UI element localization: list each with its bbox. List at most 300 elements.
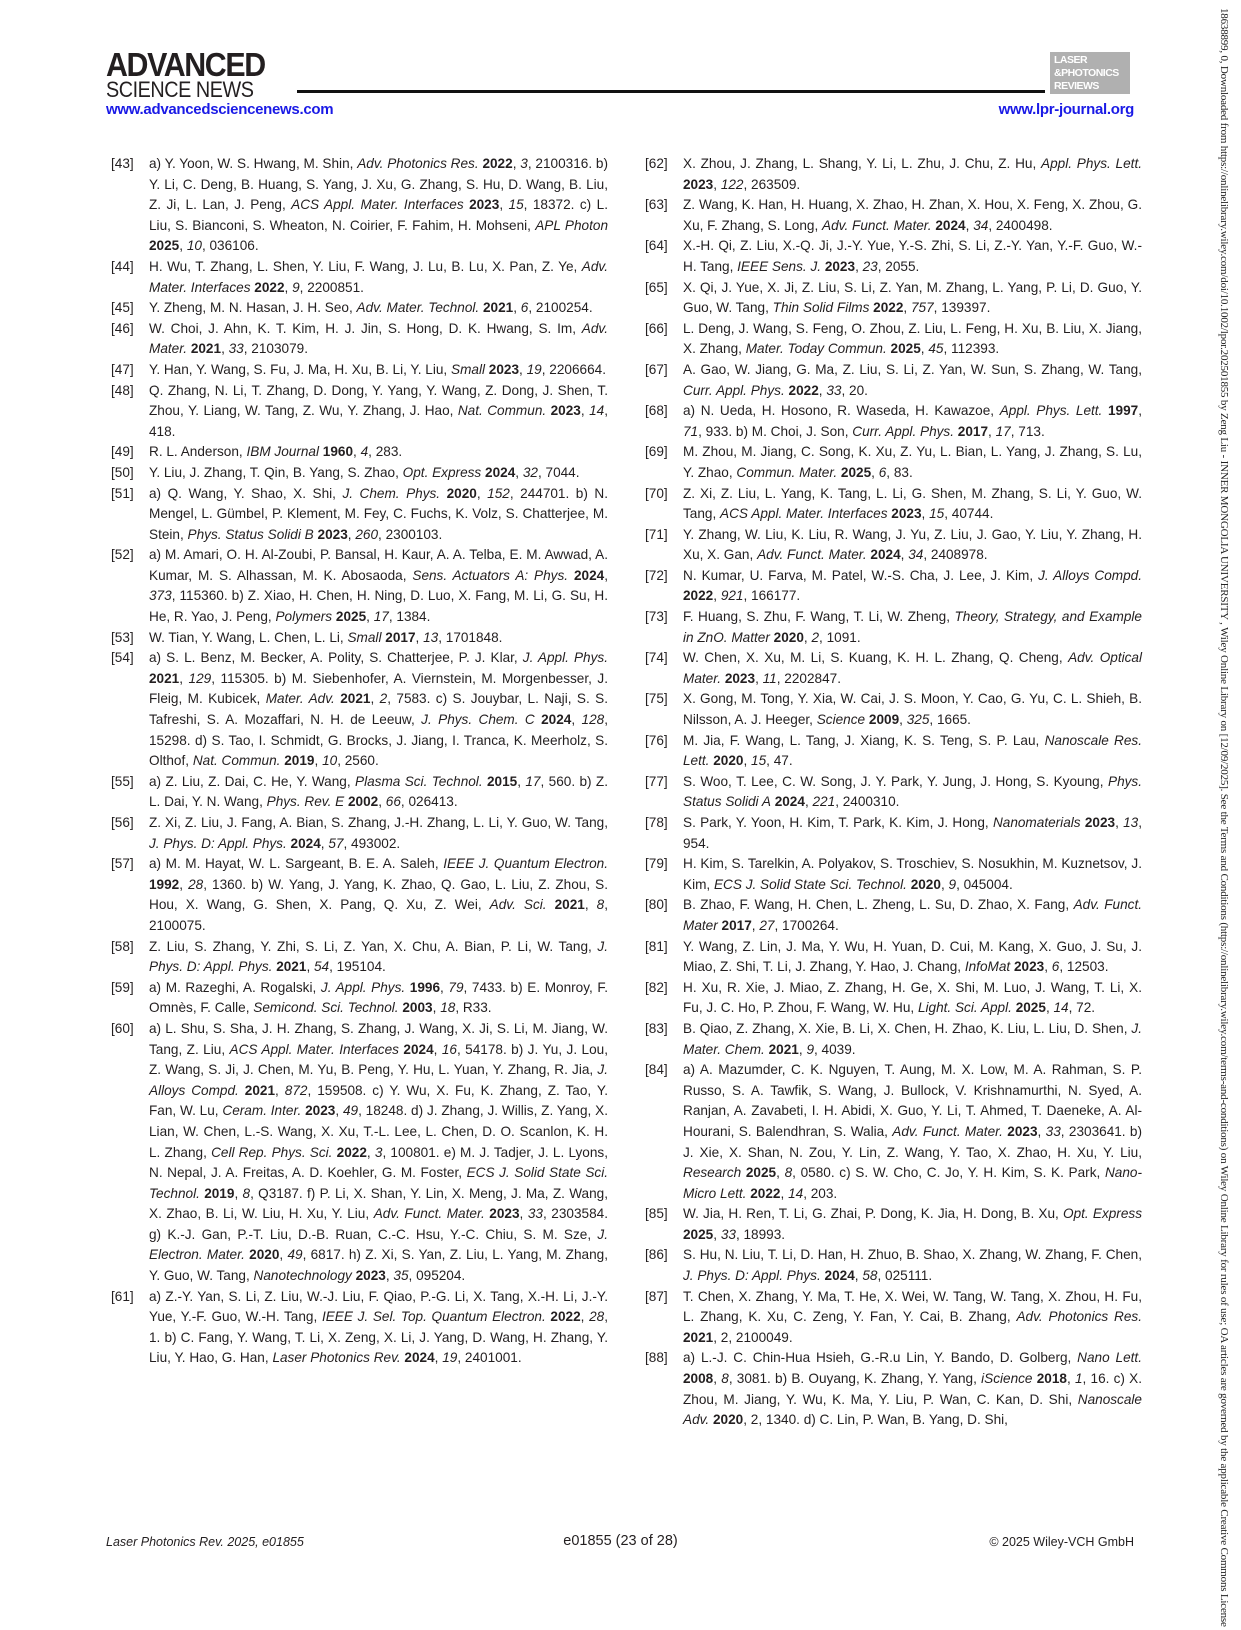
reference-segment: , 1. b) C. Fang, Y. Wang, T. Li, X. Zeng, X. Li, J. Yang, D. Wang, H. Zhang, Y. Liu, Y. Hao, G. Han, [149, 1309, 609, 1366]
reference-item [645, 1245, 1142, 1286]
reference-number: [70] [645, 485, 668, 501]
journal-title: APL Photon [535, 217, 609, 233]
journal-title: Theory, Strategy, and Example in ZnO. Matter [683, 609, 1142, 645]
journal-title: J. Appl. Phys. [320, 979, 406, 995]
journal-title: 15 [929, 506, 945, 522]
reference-number: [75] [645, 691, 668, 707]
journal-title: 2 [811, 629, 820, 645]
journal-title: 45 [928, 341, 944, 357]
publication-year: 2022 [550, 1309, 581, 1325]
reference-segment: , 2200851. [299, 279, 364, 295]
journal-title: 14 [788, 1185, 804, 1201]
reference-segment: , [1138, 403, 1142, 419]
reference-segment: , [517, 773, 526, 789]
reference-number: [50] [111, 464, 134, 480]
journal-title: Adv. Funct. Mater [683, 897, 1143, 933]
publication-year: 2025 [149, 238, 180, 254]
advanced-science-news-link[interactable]: www.advancedsciencenews.com [106, 101, 334, 118]
reference-segment: , 1360. b) W. Yang, J. Yang, K. Zhao, Q. Gao, L. Liu, Z. Zhou, S. Hou, X. Wang, G. Shen, X. Pang, Q. Xu, Z. Wei, [149, 876, 608, 913]
reference-segment: , [347, 526, 356, 542]
publication-year: 2024 [541, 712, 572, 728]
reference-segment: , [476, 485, 488, 501]
reference-text [149, 648, 608, 772]
reference-item [645, 854, 1142, 895]
publication-year: 2021 [768, 1041, 799, 1057]
publication-year: 2025 [890, 341, 921, 357]
reference-segment: M. Zhou, M. Jiang, C. Song, K. Xu, Z. Yu, L. Bian, L. Yang, J. Zhang, S. Lu, Y. Zhao, [683, 444, 1142, 480]
reference-text [683, 484, 1142, 525]
journal-title: 15 [508, 197, 524, 213]
reference-segment: Z. Xi, Z. Liu, J. Fang, A. Bian, S. Zhang, J.-H. Zhang, L. Li, Y. Guo, W. Tang, [149, 815, 608, 830]
reference-segment: , [179, 876, 189, 892]
reference-item [111, 978, 608, 1019]
reference-text [683, 1348, 1142, 1430]
reference-item [111, 648, 608, 772]
publication-year: 2002 [347, 794, 379, 810]
reference-segment: a) A. Mazumder, C. K. Nguyen, T. Aung, M. X. Low, M. A. Rahman, S. P. Russo, S. A. Tawfik, S. Wang, J. Bullock, V. Krishnamurthi, N. Syed, A. Ranjan, A. Zavabeti, I. H. Abidi, X. Guo, Y. Li, T. Ahmed, T. Daeneke, A. Al-Hourani, S. Balendhran, S. Walia, [683, 1062, 1142, 1139]
journal-title: 49 [287, 1247, 303, 1263]
reference-segment: , [320, 835, 329, 851]
journal-title: 3 [374, 1144, 383, 1160]
journal-title: 8 [596, 897, 605, 913]
reference-text [149, 854, 608, 936]
reference-number: [68] [645, 403, 668, 419]
lpr-journal-link[interactable]: www.lpr-journal.org [998, 101, 1134, 118]
journal-title: 2 [379, 691, 388, 707]
reference-segment: X. Zhou, J. Zhang, L. Shang, Y. Li, L. Zhu, J. Chu, Z. Hu, [683, 156, 1042, 171]
reference-text [149, 442, 608, 463]
reference-item [111, 298, 608, 319]
publication-year: 2009 [868, 712, 900, 728]
reference-segment: , [899, 712, 907, 728]
reference-segment: , [284, 279, 293, 295]
reference-text [149, 628, 608, 649]
publication-year: 2024 [485, 464, 516, 480]
reference-item [111, 484, 608, 546]
reference-segment: a) M. Amari, O. H. Al-Zoubi, P. Bansal, H. Kaur, A. A. Telba, E. M. Awwad, A. Kumar, M. S. Alhassan, M. K. Abosaoda, [149, 547, 608, 583]
journal-title: Adv. Mater. Interfaces [149, 258, 608, 295]
reference-text [683, 772, 1142, 813]
journal-title: 27 [759, 917, 775, 933]
reference-segment: , [1044, 959, 1052, 975]
reference-item [645, 731, 1142, 772]
journal-title: ACS Appl. Mater. Interfaces [229, 1041, 399, 1057]
journal-title: IBM Journal [246, 444, 320, 460]
reference-item [645, 566, 1142, 607]
reference-segment [547, 897, 555, 912]
publication-year: 2021 [149, 670, 180, 686]
reference-number: [43] [111, 156, 134, 171]
reference-segment: , 263509. [743, 176, 801, 192]
reference-item [645, 360, 1142, 401]
publication-year: 2023 [469, 197, 500, 213]
reference-segment: , [370, 691, 380, 707]
reference-segment: S. Hu, N. Liu, T. Li, D. Han, H. Zhuo, B. Shao, X. Zhang, W. Zhang, F. Chen, [683, 1247, 1142, 1263]
reference-text [683, 937, 1142, 978]
journal-title: Adv. Funct. Mater. [373, 1206, 485, 1222]
journal-title: 8 [721, 1371, 729, 1387]
reference-item [645, 278, 1142, 319]
reference-segment: , [903, 300, 911, 316]
journal-title: Adv. Mater. [149, 320, 608, 357]
publication-year: 2024 [290, 835, 321, 851]
reference-text [683, 566, 1142, 607]
publication-year: 2020 [712, 1412, 744, 1428]
reference-number: [78] [645, 815, 668, 830]
journal-title: ACS Appl. Mater. Interfaces [720, 506, 888, 522]
journal-title: Light. Sci. Appl. [917, 1000, 1012, 1016]
journal-title: 54 [314, 959, 330, 975]
reference-segment: a) Q. Wang, Y. Shao, X. Shi, [149, 485, 343, 501]
publication-year: 2025 [335, 609, 367, 625]
reference-segment: , R33. [455, 1000, 492, 1016]
reference-number: [87] [645, 1288, 668, 1304]
journal-title: 11 [762, 670, 777, 686]
reference-item [111, 772, 608, 813]
reference-segment: a) Z. Liu, Z. Dai, C. He, Y. Wang, [149, 773, 355, 789]
reference-segment: , 2400498. [988, 217, 1053, 233]
journal-title: Adv. Funct. Mater. [892, 1123, 1003, 1139]
reference-segment: , 2202847. [776, 670, 842, 686]
reference-segment: , 1700264. [774, 917, 839, 933]
publication-year: 2025 [683, 1226, 714, 1242]
journal-title: Science [816, 712, 866, 728]
publication-year: 2020 [249, 1247, 280, 1263]
reference-text [683, 731, 1142, 772]
journal-title: ACS Appl. Mater. Interfaces [291, 197, 464, 213]
reference-text [683, 813, 1142, 854]
journal-title: Nanoscale Res. Lett. [683, 732, 1142, 769]
reference-text [149, 484, 608, 546]
reference-segment: , 2100316. b) Y. Li, C. Deng, B. Huang, S. Yang, J. Xu, G. Zhang, S. Hu, D. Wang, B. Liu, Z. Ji, L. Lan, J. Peng, [149, 156, 608, 213]
reference-segment: , 100801. e) M. J. Tadjer, J. L. Lyons, N. Nepal, J. A. Freitas, A. D. Koehler, G. M. Foster, [149, 1144, 608, 1181]
reference-segment: , [755, 670, 763, 686]
reference-segment: , [580, 1309, 590, 1325]
journal-title: 8 [242, 1185, 251, 1201]
reference-item [111, 154, 608, 257]
reference-text [683, 689, 1142, 730]
reference-segment: , [1066, 1371, 1075, 1387]
reference-number: [65] [645, 279, 668, 295]
journal-title: J. Alloys Compd. [149, 1062, 608, 1098]
journal-title: 6 [520, 300, 529, 316]
reference-text [683, 648, 1142, 689]
publication-year: 2023 [683, 176, 714, 192]
journal-title: 17 [525, 773, 541, 789]
reference-segment: , [513, 300, 521, 316]
reference-segment: X. Gong, M. Tong, Y. Xia, W. Cai, J. S. Moon, Y. Cao, G. Yu, C. L. Shieh, B. Nilsson, A. J. Heeger, [683, 691, 1142, 728]
reference-text [683, 154, 1142, 195]
journal-title: Plasma Sci. Technol. [355, 773, 483, 789]
reference-item [645, 442, 1142, 483]
journal-title: 34 [973, 217, 989, 233]
reference-segment: , 1384. [388, 609, 431, 625]
footer-page-number: e01855 (23 of 28) [563, 1533, 678, 1549]
reference-segment: , 2303584. g) K.-J. Gan, P.-T. Liu, D.-B. Ruan, C.-C. Hsu, Y.-C. Chiu, S. M. Sze, [149, 1206, 608, 1242]
publication-year: 2023 [550, 403, 581, 419]
reference-segment: , [314, 753, 323, 769]
journal-title: 79 [448, 979, 464, 995]
journal-title: 15 [751, 753, 767, 769]
reference-segment: a) L. Shu, S. Sha, J. H. Zhang, S. Zhang, J. Wang, X. Ji, S. Li, M. Jiang, W. Tang, Z. Liu, [149, 1020, 608, 1057]
journal-title: Adv. Sci. [489, 897, 547, 913]
reference-item [111, 257, 608, 298]
reference-item [645, 319, 1142, 360]
journal-title: 33 [720, 1226, 736, 1242]
reference-segment: a) Z.-Y. Yan, S. Li, Z. Liu, W.-J. Liu, F. Qiao, P.-G. Li, X. Tang, X.-H. Li, J.-Y. Yue, Y.-F. Guo, W.-H. Tang, [149, 1288, 608, 1325]
reference-segment: , [366, 609, 374, 625]
journal-title: Adv. Optical Mater. [683, 650, 1143, 686]
publication-year: 2021 [482, 300, 514, 316]
reference-segment: Y. Zheng, M. N. Hasan, J. H. Seo, [149, 300, 357, 316]
reference-text [149, 463, 608, 484]
reference-segment: , [275, 1082, 285, 1098]
reference-segment: a) Y. Yoon, W. S. Hwang, M. Shin, [149, 156, 358, 171]
journal-title: 872 [284, 1082, 308, 1098]
journal-title: 13 [1123, 815, 1139, 830]
reference-segment: , 195104. [329, 959, 386, 975]
journal-title: Nano-Micro Lett. [683, 1165, 1142, 1201]
journal-title: J. Phys. D: Appl. Phys. [149, 938, 608, 975]
publication-year: 2022 [683, 588, 714, 604]
reference-segment: , [353, 444, 361, 460]
reference-number: [59] [111, 979, 134, 995]
reference-segment: , [179, 238, 187, 254]
reference-segment: , [751, 917, 760, 933]
publication-year: 2023 [1007, 1123, 1038, 1139]
journal-title: 221 [812, 794, 836, 810]
journal-title: Nat. Commun. [457, 403, 547, 419]
journal-logo-line: &PHOTONICS [1054, 67, 1119, 79]
journal-title: 9 [292, 279, 300, 295]
reference-segment: , 83. [886, 464, 913, 480]
journal-title: iScience [981, 1371, 1033, 1387]
journal-title: Adv. Funct. Mater. [822, 217, 932, 233]
publication-year: 2023 [317, 526, 348, 542]
publication-year: 2017 [957, 423, 989, 439]
reference-segment: , 115305. b) M. Siebenhofer, A. Viernstein, M. Morgenbesser, J. Fleig, M. Kubicek, [149, 670, 608, 707]
reference-number: [61] [111, 1288, 134, 1304]
reference-number: [77] [645, 773, 668, 789]
reference-segment: F. Huang, S. Zhu, F. Wang, T. Li, W. Zheng, [683, 609, 955, 625]
reference-segment: Y. Han, Y. Wang, S. Fu, J. Ma, H. Xu, B. Li, Y. Liu, [149, 361, 451, 377]
reference-number: [63] [645, 197, 668, 213]
reference-segment: , 2100075. [149, 897, 608, 933]
journal-title: 35 [393, 1268, 409, 1284]
reference-segment: , [515, 464, 523, 480]
reference-item [111, 381, 608, 443]
reference-segment: Y. Liu, J. Zhang, T. Qin, B. Yang, S. Zhao, [149, 464, 403, 480]
journal-title: Adv. Photonics Res. [357, 156, 479, 171]
reference-segment: , 16. c) X. Zhou, M. Jiang, Y. Wu, K. Ma, Y. Liu, P. Wan, C. Kan, D. Shi, [683, 1371, 1143, 1407]
journal-title: 122 [720, 176, 744, 192]
journal-title: Adv. Photonics Res. [1016, 1309, 1142, 1325]
reference-number: [52] [111, 547, 134, 563]
reference-segment: , [940, 876, 949, 892]
reference-number: [66] [645, 320, 668, 336]
journal-title: Nanotechnology [253, 1268, 352, 1284]
reference-segment: , 18372. c) L. Liu, S. Bianconi, S. Wheaton, N. Coirier, F. Fahim, H. Mohseni, [149, 197, 608, 233]
journal-title: 128 [581, 712, 605, 728]
journal-title: ECS J. Solid State Sci. Technol. [713, 876, 907, 892]
reference-item [111, 854, 608, 936]
logo-line-2: SCIENCE NEWS [106, 77, 254, 102]
publication-year: 1960 [322, 444, 354, 460]
journal-title: J. Chem. Phys. [342, 485, 441, 501]
reference-number: [47] [111, 361, 134, 377]
reference-item [645, 236, 1142, 277]
reference-segment: H. Xu, R. Xie, J. Miao, Z. Zhang, H. Ge, X. Shi, M. Luo, J. Wang, T. Li, X. Fu, J. C. Ho, P. Zhou, F. Wang, W. Hu, [683, 979, 1142, 1016]
references-left-column [111, 154, 608, 1369]
reference-segment: X. Qi, J. Yue, X. Ji, Z. Liu, S. Li, Z. Yan, M. Zhang, L. Yang, P. Li, D. Guo, Y. Guo, W. Tang, [683, 279, 1142, 316]
reference-segment: , 095204. [408, 1268, 466, 1284]
reference-item [645, 895, 1142, 936]
reference-segment: , [713, 1226, 721, 1242]
journal-title: 10 [322, 753, 338, 769]
reference-number: [55] [111, 773, 134, 789]
reference-segment: , 560. b) Z. L. Dai, Y. N. Wang, [149, 773, 608, 810]
reference-item [111, 1287, 608, 1369]
reference-text [683, 854, 1142, 895]
reference-segment: , [584, 897, 597, 913]
journal-title: Research [683, 1165, 742, 1181]
publication-year: 2021 [276, 959, 307, 975]
reference-segment: , [234, 1185, 243, 1201]
reference-text [149, 1287, 608, 1369]
reference-number: [64] [645, 238, 668, 254]
reference-segment: L. Deng, J. Wang, S. Feng, O. Zhou, Z. Liu, L. Feng, H. Xu, B. Liu, X. Jiang, X. Zhang, [683, 320, 1142, 357]
reference-segment: , 493002. [343, 835, 401, 851]
reference-segment: , 20. [841, 382, 868, 398]
reference-segment: , 112393. [943, 341, 1000, 357]
reference-item [645, 1287, 1142, 1349]
reference-segment: , 2303641. b) J. Xie, X. Shan, N. Zou, Y. Lin, Z. Wang, Y. Tao, X. Zhao, H. Xu, Y. Liu, [683, 1123, 1143, 1160]
reference-segment: , [871, 464, 879, 480]
reference-segment: , 166177. [743, 588, 801, 604]
reference-number: [81] [645, 938, 668, 954]
journal-title: Commun. Mater. [736, 464, 838, 480]
reference-number: [46] [111, 320, 134, 336]
journal-title: Nanoscale Adv. [683, 1391, 1142, 1428]
journal-title: 71 [683, 423, 699, 439]
journal-title: Phys. Status Solidi B [187, 526, 314, 542]
journal-title: J. Phys. Chem. C [421, 712, 535, 728]
reference-item [111, 813, 608, 854]
reference-item [645, 1060, 1142, 1204]
reference-segment: , 1701848. [438, 629, 503, 645]
journal-title: 66 [385, 794, 401, 810]
reference-segment: , [900, 547, 909, 563]
reference-number: [44] [111, 258, 134, 274]
reference-number: [76] [645, 732, 668, 748]
reference-segment: , [440, 979, 449, 995]
publication-year: 2024 [935, 217, 966, 233]
reference-item [645, 607, 1142, 648]
journal-title: 33 [228, 341, 244, 357]
reference-segment: , 045004. [956, 876, 1013, 892]
reference-number: [57] [111, 856, 134, 872]
journal-title: ECS J. Solid State Sci. Technol. [149, 1165, 608, 1201]
journal-title: Opt. Express [402, 464, 482, 480]
journal-title: 19 [526, 361, 542, 377]
reference-segment: , [854, 1268, 863, 1284]
publication-year: 2023 [891, 506, 922, 522]
journal-title: Ceram. Inter. [222, 1103, 302, 1119]
publication-year: 1997 [1107, 403, 1139, 419]
reference-item [645, 1348, 1142, 1430]
publication-year: 2024 [573, 567, 605, 583]
reference-item [645, 401, 1142, 442]
publication-year: 2019 [284, 753, 315, 769]
reference-number: [56] [111, 815, 134, 830]
reference-segment: , [512, 156, 521, 171]
journal-title: Nano Lett. [1077, 1350, 1142, 1366]
reference-segment: Y. Zhang, W. Liu, K. Liu, R. Wang, J. Yu, Z. Liu, J. Gao, Y. Liu, Y. Zhang, H. Xu, X. Gan, [683, 526, 1142, 563]
publication-year: 2021 [244, 1082, 276, 1098]
reference-text [683, 442, 1142, 483]
reference-text [683, 895, 1142, 936]
journal-title: Appl. Phys. Lett. [999, 403, 1103, 419]
references-right-column [645, 154, 1142, 1431]
reference-item [645, 154, 1142, 195]
reference-number: [83] [645, 1020, 668, 1036]
reference-segment: , [776, 1165, 785, 1181]
reference-text [149, 772, 608, 813]
reference-segment: , 7433. b) E. Monroy, F. Omnès, F. Calle, [149, 979, 608, 1016]
journal-title: Opt. Express [1063, 1206, 1142, 1222]
journal-title: 14 [589, 403, 605, 419]
journal-title: IEEE J. Sel. Top. Quantum Electron. [321, 1309, 546, 1325]
reference-item [111, 360, 608, 381]
reference-segment: , 15298. d) S. Tao, I. Schmidt, G. Brocks, J. Jiang, I. Tranca, K. Meerholz, S. Olthof, [149, 712, 608, 769]
download-notice: 18638899, 0, Downloaded from https://onlinelibrary.wiley.com/doi/10.1002/lpor.202501855 by Zeng Liu - INNER MONGOLIA UNIVERSITY , Wiley Online Library on [12/09/2025]. See the Terms and Conditions (https://onlinelibrary.wiley.com/terms-and-conditions) on Wiley Online Library for rules of use; OA articles are governed by the applicable Creative Commons License [1218, 8, 1230, 1627]
reference-segment: , 6817. h) Z. Xi, S. Yan, Z. Liu, L. Yang, M. Zhang, Y. Guo, W. Tang, [149, 1247, 608, 1284]
reference-segment: , [988, 423, 996, 439]
reference-text [683, 278, 1142, 319]
reference-text [149, 1019, 608, 1287]
reference-segment: , 1665. [929, 712, 971, 728]
journal-title: 17 [373, 609, 389, 625]
reference-text [149, 298, 608, 319]
reference-segment: , 933. b) M. Choi, J. Son, [698, 423, 853, 439]
publication-year: 1992 [149, 876, 180, 892]
reference-segment: N. Kumar, U. Farva, M. Patel, W.-S. Cha, J. Lee, J. Kim, [683, 567, 1039, 583]
reference-segment: R. L. Anderson, [149, 444, 247, 460]
publication-year: 2023 [724, 670, 756, 686]
reference-number: [58] [111, 938, 134, 954]
reference-text [683, 525, 1142, 566]
reference-segment: , 2560. [337, 753, 379, 769]
journal-title: IEEE Sens. J. [737, 258, 822, 274]
reference-text [149, 978, 608, 1019]
reference-segment: , 40744. [944, 506, 994, 522]
reference-number: [88] [645, 1350, 668, 1366]
reference-segment: , [713, 176, 721, 192]
reference-segment: , [179, 670, 189, 686]
journal-title: 373 [149, 588, 172, 604]
journal-title: 325 [906, 712, 930, 728]
reference-segment: , [279, 1247, 288, 1263]
journal-title: 49 [342, 1103, 359, 1119]
reference-segment: , [306, 959, 314, 975]
reference-segment: , 72. [1068, 1000, 1096, 1016]
journal-title: 17 [995, 423, 1011, 439]
reference-text [683, 607, 1142, 648]
reference-segment: Q. Zhang, N. Li, T. Zhang, D. Dong, Y. Yang, Y. Wang, Z. Dong, J. Shen, T. Zhou, Y. Liang, W. Tang, Z. Wu, Y. Zhang, J. Hao, [149, 382, 608, 419]
publication-year: 2020 [773, 629, 804, 645]
publication-year: 2025 [745, 1165, 777, 1181]
journal-title: Cell Rep. Phys. Sci. [211, 1144, 333, 1160]
